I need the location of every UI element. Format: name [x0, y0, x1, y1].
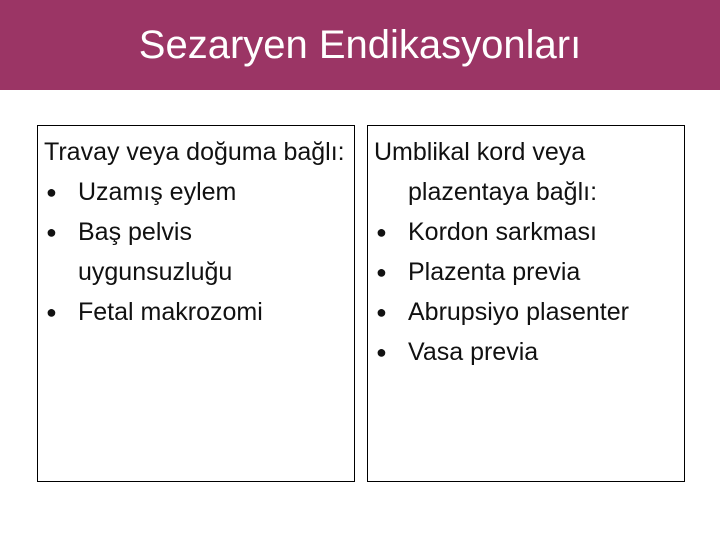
- bullet-icon: ●: [46, 222, 57, 242]
- list-item: [44, 172, 348, 212]
- list-item-label: Baş pelvis uygunsuzluğu: [78, 218, 233, 286]
- left-box-list: [44, 172, 348, 332]
- bullet-icon: ●: [376, 222, 387, 242]
- bullet-icon: ●: [376, 342, 387, 362]
- list-item-label: Plazenta previa: [408, 258, 581, 286]
- list-item-label: Vasa previa: [408, 338, 539, 366]
- right-box-list: [374, 212, 678, 372]
- list-item-label: Uzamış eylem: [78, 178, 237, 206]
- list-item: [44, 292, 348, 332]
- list-item-label: Kordon sarkması: [408, 218, 597, 246]
- list-item: [44, 212, 348, 292]
- slide-title: Sezaryen Endikasyonları: [138, 23, 582, 67]
- bullet-icon: ●: [46, 302, 57, 322]
- title-bar: [0, 0, 720, 90]
- bullet-icon: ●: [46, 182, 57, 202]
- right-box: [367, 125, 685, 482]
- list-item-label: Abrupsiyo plasenter: [408, 298, 629, 326]
- bullet-icon: ●: [376, 262, 387, 282]
- list-item: [374, 252, 678, 292]
- left-box-heading: Travay veya doğuma bağlı:: [44, 138, 345, 166]
- list-item: [374, 332, 678, 372]
- left-box: [37, 125, 355, 482]
- bullet-icon: ●: [376, 302, 387, 322]
- list-item: [374, 212, 678, 252]
- list-item: [374, 292, 678, 332]
- right-box-heading: Umblikal kord veya plazentaya bağlı:: [374, 138, 598, 206]
- list-item-label: Fetal makrozomi: [78, 298, 263, 326]
